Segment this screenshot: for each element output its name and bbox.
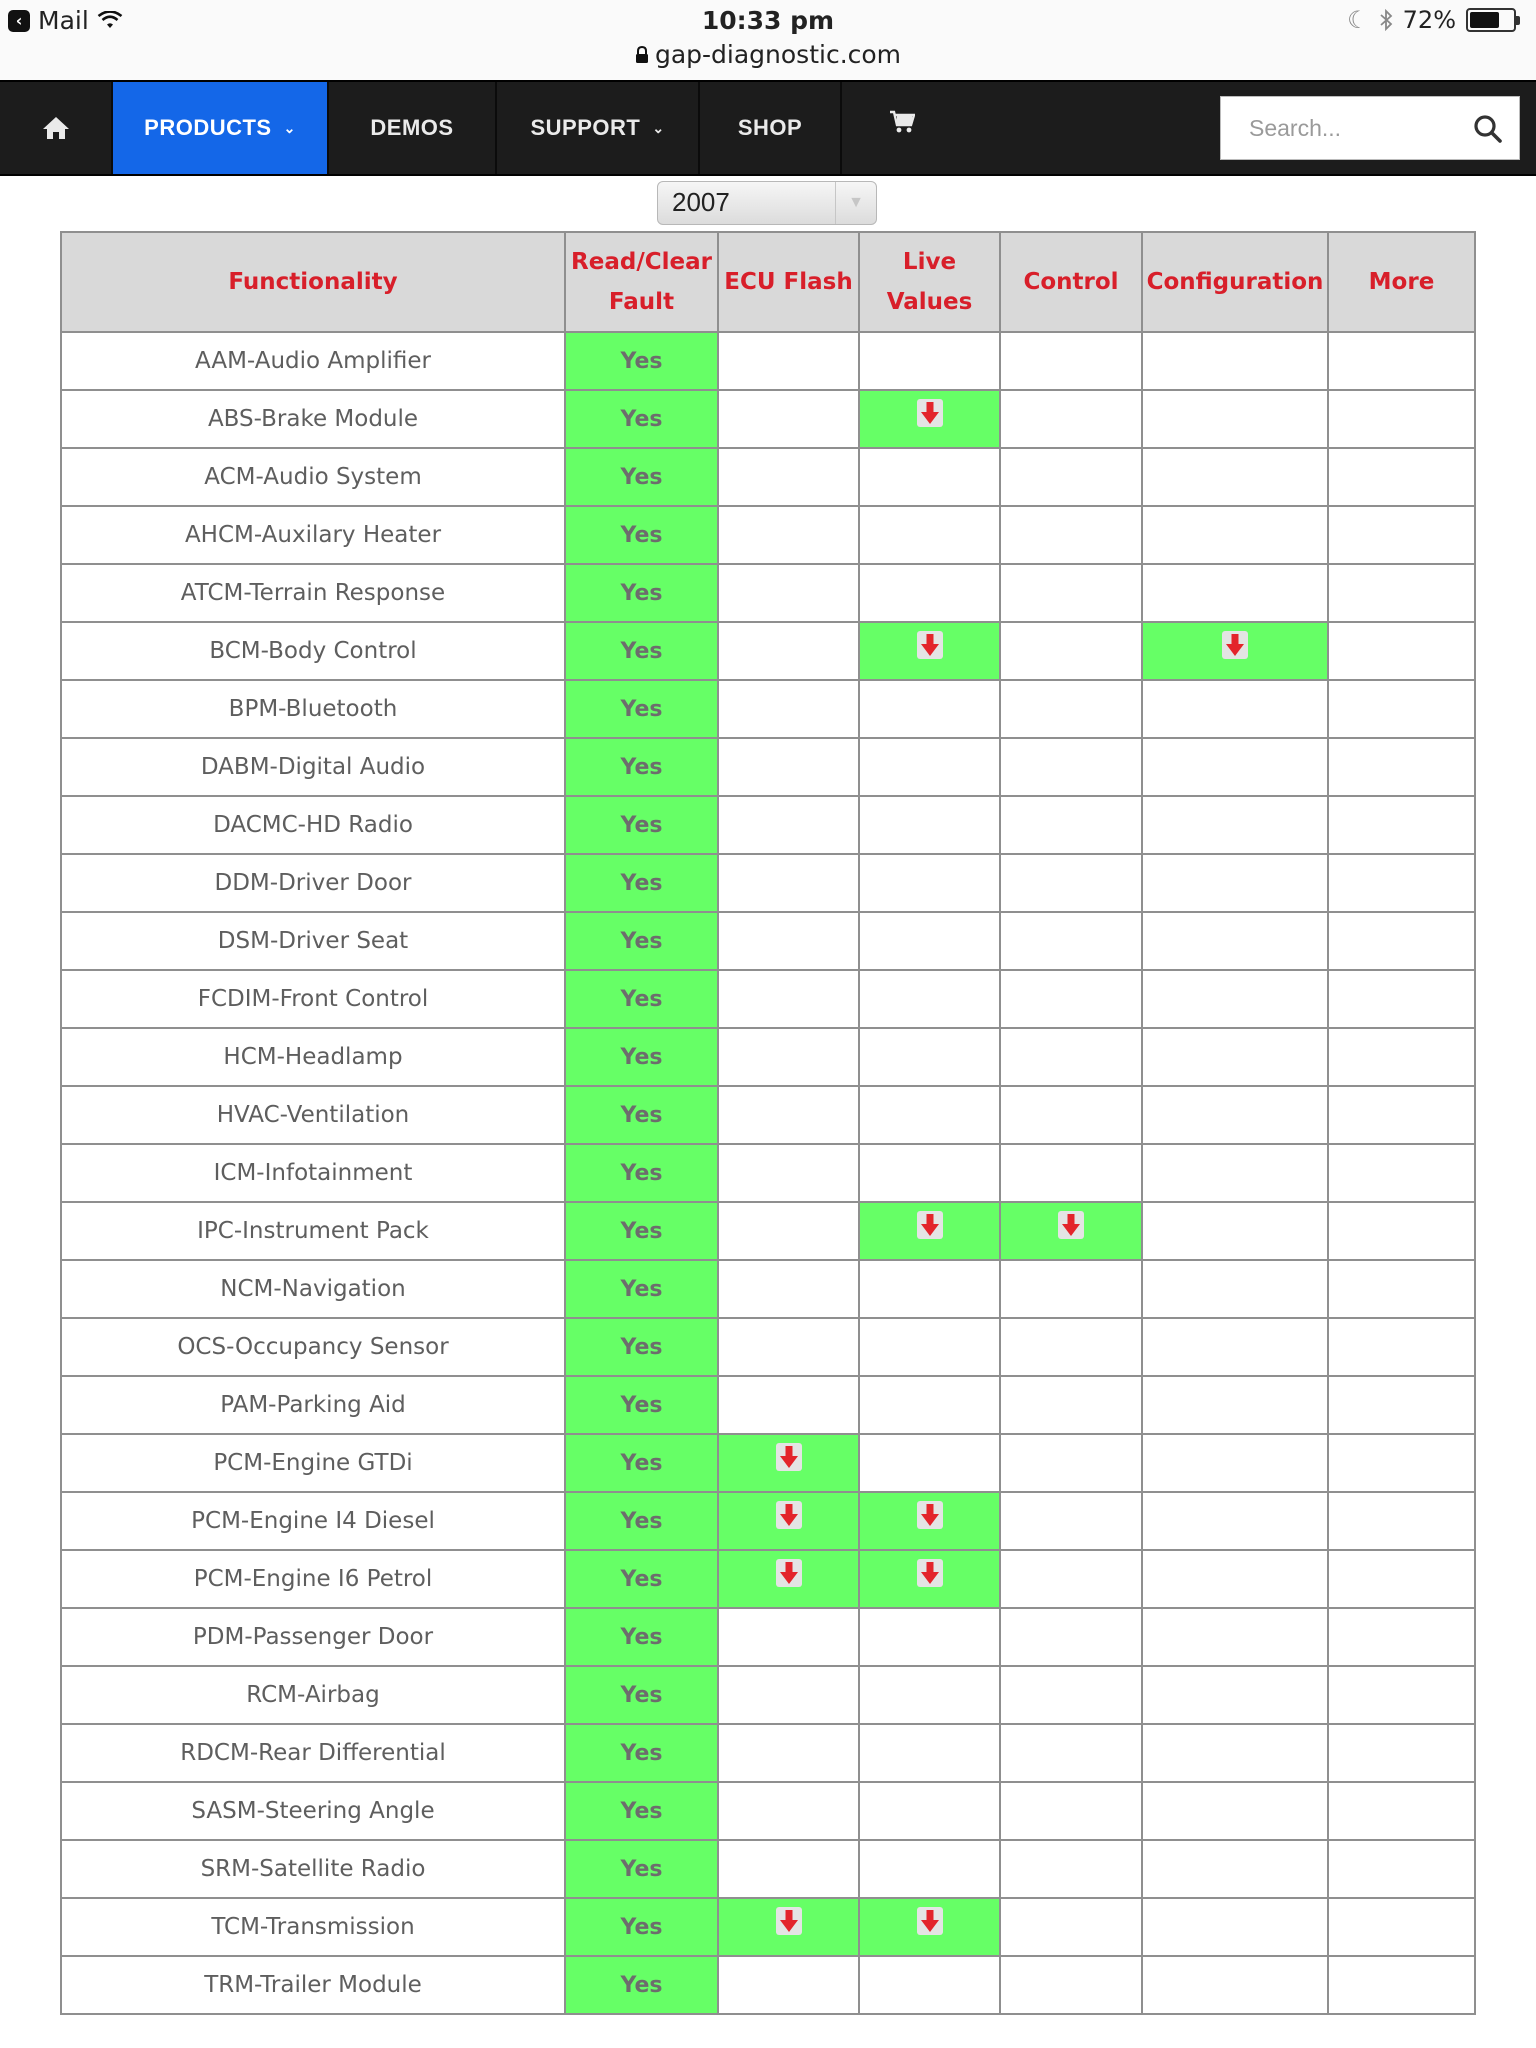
config-cell (1142, 1898, 1328, 1956)
table-row (61, 1434, 1475, 1492)
more-cell (1328, 1782, 1475, 1840)
live-cell (859, 1144, 1000, 1202)
live-cell (859, 1086, 1000, 1144)
more-cell (1328, 912, 1475, 970)
search-box (1220, 96, 1520, 160)
ecu-cell (718, 1086, 859, 1144)
more-cell (1328, 970, 1475, 1028)
download-arrow-icon[interactable] (1222, 631, 1248, 659)
module-name-cell: ACM-Audio System (61, 448, 565, 506)
more-cell (1328, 1840, 1475, 1898)
header-read-clear-fault: Read/Clear Fault (565, 232, 718, 332)
table-row (61, 1202, 1475, 1260)
table-row (61, 796, 1475, 854)
bluetooth-icon (1379, 9, 1393, 31)
read-clear-fault-cell: Yes (565, 1202, 718, 1260)
nav-home[interactable] (0, 82, 113, 174)
module-name-cell: TCM-Transmission (61, 1898, 565, 1956)
header-live-values: Live Values (859, 232, 1000, 332)
ecu-cell (718, 448, 859, 506)
live-cell (859, 738, 1000, 796)
ecu-cell (718, 1956, 859, 2014)
control-cell (1000, 1434, 1142, 1492)
ecu-cell (718, 390, 859, 448)
config-cell (1142, 912, 1328, 970)
read-clear-fault-cell: Yes (565, 448, 718, 506)
table-row (61, 1028, 1475, 1086)
ecu-cell (718, 1202, 859, 1260)
config-cell (1142, 1376, 1328, 1434)
control-cell (1000, 448, 1142, 506)
table-header-row (61, 232, 1475, 332)
live-cell (859, 1782, 1000, 1840)
module-name-cell: HCM-Headlamp (61, 1028, 565, 1086)
config-cell (1142, 1724, 1328, 1782)
nav-demos-label: DEMOS (370, 115, 454, 140)
control-cell (1000, 738, 1142, 796)
more-cell (1328, 1550, 1475, 1608)
config-cell (1142, 1318, 1328, 1376)
more-cell (1328, 1492, 1475, 1550)
read-clear-fault-cell: Yes (565, 1608, 718, 1666)
ecu-cell (718, 506, 859, 564)
control-cell (1000, 1202, 1142, 1260)
control-cell (1000, 1840, 1142, 1898)
nav-products-label: PRODUCTS (144, 115, 272, 140)
module-name-cell: PDM-Passenger Door (61, 1608, 565, 1666)
module-name-cell: AAM-Audio Amplifier (61, 332, 565, 390)
table-row (61, 854, 1475, 912)
read-clear-fault-cell: Yes (565, 1434, 718, 1492)
more-cell (1328, 622, 1475, 680)
control-cell (1000, 622, 1142, 680)
back-app-label: Mail (38, 6, 89, 35)
module-name-cell: BCM-Body Control (61, 622, 565, 680)
control-cell (1000, 506, 1142, 564)
lock-icon (635, 46, 649, 64)
header-control: Control (1000, 232, 1142, 332)
control-cell (1000, 1144, 1142, 1202)
config-cell (1142, 1492, 1328, 1550)
module-name-cell: PCM-Engine I4 Diesel (61, 1492, 565, 1550)
config-cell (1142, 1550, 1328, 1608)
ecu-cell (718, 1782, 859, 1840)
live-cell (859, 1376, 1000, 1434)
read-clear-fault-cell: Yes (565, 506, 718, 564)
live-cell (859, 796, 1000, 854)
control-cell (1000, 1724, 1142, 1782)
live-cell (859, 854, 1000, 912)
live-cell (859, 1202, 1000, 1260)
config-cell (1142, 1028, 1328, 1086)
url-text: gap-diagnostic.com (654, 40, 902, 69)
table-row (61, 1376, 1475, 1434)
module-name-cell: HVAC-Ventilation (61, 1086, 565, 1144)
read-clear-fault-cell: Yes (565, 1144, 718, 1202)
read-clear-fault-cell: Yes (565, 1376, 718, 1434)
config-cell (1142, 738, 1328, 796)
more-cell (1328, 1608, 1475, 1666)
live-cell (859, 1608, 1000, 1666)
table-row (61, 332, 1475, 390)
table-row (61, 912, 1475, 970)
live-cell (859, 564, 1000, 622)
battery-percent: 72% (1402, 6, 1456, 34)
table-row (61, 1086, 1475, 1144)
download-arrow-icon[interactable] (776, 1559, 802, 1587)
table-row (61, 738, 1475, 796)
live-cell (859, 912, 1000, 970)
ecu-cell (718, 622, 859, 680)
live-cell (859, 1028, 1000, 1086)
read-clear-fault-cell: Yes (565, 970, 718, 1028)
more-cell (1328, 564, 1475, 622)
read-clear-fault-cell: Yes (565, 1492, 718, 1550)
more-cell (1328, 1724, 1475, 1782)
module-name-cell: ATCM-Terrain Response (61, 564, 565, 622)
nav-demos[interactable] (329, 82, 497, 174)
control-cell (1000, 564, 1142, 622)
ecu-cell (718, 1376, 859, 1434)
ecu-cell (718, 1318, 859, 1376)
ecu-cell (718, 564, 859, 622)
control-cell (1000, 1492, 1142, 1550)
ecu-cell (718, 796, 859, 854)
config-cell (1142, 796, 1328, 854)
search-icon[interactable] (1471, 112, 1505, 146)
ecu-cell (718, 332, 859, 390)
config-cell (1142, 1782, 1328, 1840)
control-cell (1000, 1376, 1142, 1434)
table-row (61, 1608, 1475, 1666)
config-cell (1142, 854, 1328, 912)
read-clear-fault-cell: Yes (565, 854, 718, 912)
module-name-cell: DSM-Driver Seat (61, 912, 565, 970)
control-cell (1000, 1086, 1142, 1144)
control-cell (1000, 796, 1142, 854)
more-cell (1328, 1028, 1475, 1086)
ecu-cell (718, 1608, 859, 1666)
config-cell (1142, 448, 1328, 506)
config-cell (1142, 1144, 1328, 1202)
live-cell (859, 1956, 1000, 2014)
more-cell (1328, 448, 1475, 506)
address-url[interactable] (0, 40, 1536, 69)
config-cell (1142, 390, 1328, 448)
control-cell (1000, 1608, 1142, 1666)
module-name-cell: PCM-Engine I6 Petrol (61, 1550, 565, 1608)
control-cell (1000, 1260, 1142, 1318)
header-more: More (1328, 232, 1475, 332)
download-arrow-icon[interactable] (917, 399, 943, 427)
ecu-cell (718, 1898, 859, 1956)
live-cell (859, 1260, 1000, 1318)
ecu-cell (718, 1724, 859, 1782)
read-clear-fault-cell: Yes (565, 680, 718, 738)
table-row (61, 1318, 1475, 1376)
module-name-cell: OCS-Occupancy Sensor (61, 1318, 565, 1376)
config-cell (1142, 1666, 1328, 1724)
more-cell (1328, 332, 1475, 390)
nav-shop-label: SHOP (737, 115, 803, 140)
chevron-down-icon: ⌄ (283, 119, 296, 136)
functionality-table (60, 231, 1476, 2015)
download-arrow-icon[interactable] (917, 1211, 943, 1239)
config-cell (1142, 1086, 1328, 1144)
table-row (61, 1550, 1475, 1608)
config-cell (1142, 1202, 1328, 1260)
live-cell (859, 1840, 1000, 1898)
module-name-cell: SASM-Steering Angle (61, 1782, 565, 1840)
year-select[interactable] (657, 181, 877, 225)
more-cell (1328, 1666, 1475, 1724)
more-cell (1328, 1202, 1475, 1260)
chevron-down-icon: ⌄ (652, 119, 665, 136)
header-functionality: Functionality (61, 232, 565, 332)
read-clear-fault-cell: Yes (565, 1086, 718, 1144)
more-cell (1328, 680, 1475, 738)
ecu-cell (718, 1492, 859, 1550)
table-row (61, 970, 1475, 1028)
ecu-cell (718, 680, 859, 738)
live-cell (859, 1898, 1000, 1956)
live-cell (859, 1724, 1000, 1782)
ecu-cell (718, 854, 859, 912)
read-clear-fault-cell: Yes (565, 390, 718, 448)
module-name-cell: ABS-Brake Module (61, 390, 565, 448)
control-cell (1000, 854, 1142, 912)
ecu-cell (718, 1028, 859, 1086)
nav-products[interactable] (113, 82, 329, 174)
live-cell (859, 332, 1000, 390)
back-chevron-icon: ‹ (8, 10, 30, 32)
ecu-cell (718, 970, 859, 1028)
module-name-cell: PAM-Parking Aid (61, 1376, 565, 1434)
more-cell (1328, 1318, 1475, 1376)
config-cell (1142, 506, 1328, 564)
status-time: 10:33 pm (701, 6, 835, 35)
read-clear-fault-cell: Yes (565, 1318, 718, 1376)
table-row (61, 390, 1475, 448)
read-clear-fault-cell: Yes (565, 1956, 718, 2014)
config-cell (1142, 680, 1328, 738)
read-clear-fault-cell: Yes (565, 1260, 718, 1318)
config-cell (1142, 970, 1328, 1028)
table-row (61, 1144, 1475, 1202)
module-name-cell: FCDIM-Front Control (61, 970, 565, 1028)
read-clear-fault-cell: Yes (565, 564, 718, 622)
read-clear-fault-cell: Yes (565, 1724, 718, 1782)
live-cell (859, 448, 1000, 506)
control-cell (1000, 1666, 1142, 1724)
status-bar (0, 0, 1536, 80)
download-arrow-icon[interactable] (917, 1501, 943, 1529)
more-cell (1328, 506, 1475, 564)
download-arrow-icon[interactable] (776, 1501, 802, 1529)
more-cell (1328, 738, 1475, 796)
module-name-cell: DACMC-HD Radio (61, 796, 565, 854)
config-cell (1142, 1840, 1328, 1898)
battery-icon (1466, 8, 1520, 32)
module-name-cell: NCM-Navigation (61, 1260, 565, 1318)
read-clear-fault-cell: Yes (565, 1898, 718, 1956)
ecu-cell (718, 1144, 859, 1202)
module-name-cell: BPM-Bluetooth (61, 680, 565, 738)
table-row (61, 1260, 1475, 1318)
download-arrow-icon[interactable] (776, 1443, 802, 1471)
table-row (61, 506, 1475, 564)
config-cell (1142, 1260, 1328, 1318)
live-cell (859, 1434, 1000, 1492)
config-cell (1142, 1956, 1328, 2014)
control-cell (1000, 1318, 1142, 1376)
module-name-cell: RCM-Airbag (61, 1666, 565, 1724)
ecu-cell (718, 738, 859, 796)
table-row (61, 1492, 1475, 1550)
read-clear-fault-cell: Yes (565, 1550, 718, 1608)
live-cell (859, 1550, 1000, 1608)
main-navbar (0, 80, 1536, 176)
control-cell (1000, 1550, 1142, 1608)
module-name-cell: DABM-Digital Audio (61, 738, 565, 796)
live-cell (859, 1492, 1000, 1550)
dropdown-arrow-icon: ▼ (835, 182, 876, 224)
download-arrow-icon[interactable] (917, 631, 943, 659)
module-name-cell: AHCM-Auxilary Heater (61, 506, 565, 564)
config-cell (1142, 622, 1328, 680)
download-arrow-icon[interactable] (917, 1559, 943, 1587)
read-clear-fault-cell: Yes (565, 1028, 718, 1086)
more-cell (1328, 1434, 1475, 1492)
table-row (61, 1956, 1475, 2014)
config-cell (1142, 332, 1328, 390)
ecu-cell (718, 1260, 859, 1318)
header-ecu-flash: ECU Flash (718, 232, 859, 332)
table-row (61, 1666, 1475, 1724)
read-clear-fault-cell: Yes (565, 1666, 718, 1724)
live-cell (859, 970, 1000, 1028)
more-cell (1328, 854, 1475, 912)
nav-support-label: SUPPORT (530, 115, 641, 140)
module-name-cell: IPC-Instrument Pack (61, 1202, 565, 1260)
nav-support[interactable] (497, 82, 700, 174)
table-row (61, 622, 1475, 680)
module-name-cell: PCM-Engine GTDi (61, 1434, 565, 1492)
read-clear-fault-cell: Yes (565, 1782, 718, 1840)
control-cell (1000, 970, 1142, 1028)
ecu-cell (718, 1666, 859, 1724)
read-clear-fault-cell: Yes (565, 796, 718, 854)
table-row (61, 1840, 1475, 1898)
ecu-cell (718, 1550, 859, 1608)
control-cell (1000, 332, 1142, 390)
table-row (61, 1724, 1475, 1782)
more-cell (1328, 1956, 1475, 2014)
more-cell (1328, 1144, 1475, 1202)
nav-shop[interactable] (700, 82, 842, 174)
control-cell (1000, 1898, 1142, 1956)
nav-cart[interactable] (842, 82, 962, 174)
table-row (61, 564, 1475, 622)
year-select-value: 2007 (672, 187, 730, 217)
read-clear-fault-cell: Yes (565, 912, 718, 970)
module-name-cell: RDCM-Rear Differential (61, 1724, 565, 1782)
table-row (61, 680, 1475, 738)
ecu-cell (718, 912, 859, 970)
config-cell (1142, 1608, 1328, 1666)
header-configuration: Configuration (1142, 232, 1328, 332)
more-cell (1328, 1260, 1475, 1318)
control-cell (1000, 1028, 1142, 1086)
control-cell (1000, 390, 1142, 448)
control-cell (1000, 912, 1142, 970)
download-arrow-icon[interactable] (917, 1907, 943, 1935)
home-icon (41, 115, 71, 141)
status-right (1347, 6, 1520, 34)
moon-icon: ☾ (1347, 6, 1369, 34)
ecu-cell (718, 1840, 859, 1898)
read-clear-fault-cell: Yes (565, 332, 718, 390)
module-name-cell: DDM-Driver Door (61, 854, 565, 912)
config-cell (1142, 564, 1328, 622)
module-name-cell: SRM-Satellite Radio (61, 1840, 565, 1898)
search-input[interactable] (1221, 97, 1451, 159)
table-row (61, 448, 1475, 506)
read-clear-fault-cell: Yes (565, 1840, 718, 1898)
more-cell (1328, 1376, 1475, 1434)
more-cell (1328, 1086, 1475, 1144)
live-cell (859, 1318, 1000, 1376)
module-name-cell: TRM-Trailer Module (61, 1956, 565, 2014)
live-cell (859, 390, 1000, 448)
live-cell (859, 506, 1000, 564)
read-clear-fault-cell: Yes (565, 738, 718, 796)
battery-level (1470, 12, 1499, 28)
live-cell (859, 680, 1000, 738)
control-cell (1000, 1956, 1142, 2014)
live-cell (859, 1666, 1000, 1724)
control-cell (1000, 680, 1142, 738)
shopping-cart-icon (889, 110, 915, 134)
config-cell (1142, 1434, 1328, 1492)
ecu-cell (718, 1434, 859, 1492)
live-cell (859, 622, 1000, 680)
table-row (61, 1782, 1475, 1840)
more-cell (1328, 1898, 1475, 1956)
control-cell (1000, 1782, 1142, 1840)
table-row (61, 1898, 1475, 1956)
read-clear-fault-cell: Yes (565, 622, 718, 680)
module-name-cell: ICM-Infotainment (61, 1144, 565, 1202)
download-arrow-icon[interactable] (1058, 1211, 1084, 1239)
more-cell (1328, 390, 1475, 448)
download-arrow-icon[interactable] (776, 1907, 802, 1935)
more-cell (1328, 796, 1475, 854)
